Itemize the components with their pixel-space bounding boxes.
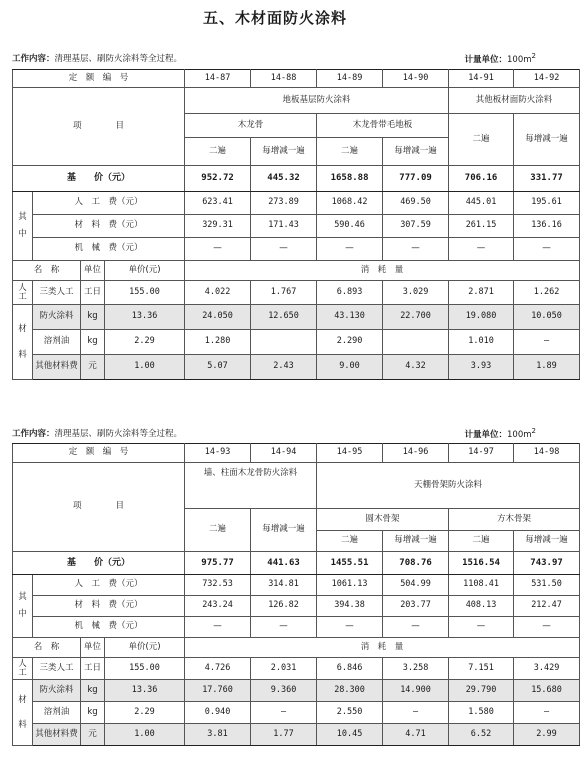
- resource-value: 2.550: [317, 702, 383, 724]
- work-text: 清理基层、刷防火涂料等全过程。: [54, 429, 183, 439]
- code-cell: 14-87: [185, 70, 251, 88]
- resource-value: 0.940: [185, 702, 251, 724]
- material-value: 126.82: [251, 596, 317, 617]
- code-cell: 14-98: [514, 444, 580, 463]
- material-value: 212.47: [514, 596, 580, 617]
- base-value: 331.77: [514, 166, 580, 192]
- resource-value: 2.290: [317, 330, 383, 355]
- unit-label: 计量单位：: [464, 55, 508, 65]
- resource-name: 其他材料费: [33, 724, 81, 746]
- col-header: 每增减一遍: [514, 114, 580, 166]
- material-row: [13, 596, 580, 617]
- unit-value: 100m: [507, 55, 532, 65]
- code-cell: 14-92: [514, 70, 580, 88]
- resource-value: 1.580: [449, 702, 514, 724]
- base-value: 1516.54: [449, 552, 514, 575]
- resource-name: 三类人工: [33, 658, 81, 680]
- code-cell: 14-96: [383, 444, 449, 463]
- item-header: 项 目: [13, 463, 185, 552]
- material-value: 307.59: [383, 215, 449, 238]
- labor-label: 人 工 费（元）: [33, 192, 185, 215]
- labor-label: 人 工 费（元）: [33, 575, 185, 596]
- base-price-row: [13, 166, 580, 192]
- resource-value: 1.010: [449, 330, 514, 355]
- material-row: [13, 215, 580, 238]
- resource-value: 29.790: [449, 680, 514, 702]
- resource-unit: kg: [81, 702, 105, 724]
- group-header: 墙、柱面木龙骨防火涂料: [185, 463, 317, 509]
- material-value: 203.77: [383, 596, 449, 617]
- resource-value: 15.680: [514, 680, 580, 702]
- material-label: 材 料 费（元）: [33, 596, 185, 617]
- resource-value: 17.760: [185, 680, 251, 702]
- labor-value: 469.50: [383, 192, 449, 215]
- unit-sup: 2: [531, 52, 536, 60]
- resource-value: 6.52: [449, 724, 514, 746]
- quota-table-1: [12, 69, 580, 380]
- rengong-label: 人 工: [13, 281, 33, 305]
- sub-header: 木龙骨带毛地板: [317, 114, 449, 138]
- resource-value: 2.99: [514, 724, 580, 746]
- labor-value: 445.01: [449, 192, 514, 215]
- resource-value: 19.080: [449, 305, 514, 330]
- machine-value: —: [251, 617, 317, 638]
- col-header: 每增减一遍: [251, 509, 317, 552]
- material-value: 171.43: [251, 215, 317, 238]
- consume-header: 消 耗 量: [185, 261, 580, 281]
- resource-value: 10.45: [317, 724, 383, 746]
- resource-value: 24.050: [185, 305, 251, 330]
- resource-unit: kg: [81, 330, 105, 355]
- group-header: 天棚骨架防火涂料: [317, 463, 580, 509]
- resource-value: 14.900: [383, 680, 449, 702]
- resource-name: 其他材料费: [33, 355, 81, 380]
- col-header: 每增减一遍: [251, 138, 317, 166]
- labor-value: 1068.42: [317, 192, 383, 215]
- resource-value: 1.262: [514, 281, 580, 305]
- unit-label: 计量单位：: [464, 430, 508, 440]
- resource-value: 9.00: [317, 355, 383, 380]
- resource-value: [251, 330, 317, 355]
- quota-table-2: [12, 443, 580, 746]
- resource-value: 1.77: [251, 724, 317, 746]
- col-header: 二遍: [449, 114, 514, 166]
- qizhong-label: 其 中: [13, 575, 33, 638]
- machine-value: —: [251, 238, 317, 261]
- machine-value: —: [185, 617, 251, 638]
- labor-value: 314.81: [251, 575, 317, 596]
- resource-price: 1.00: [105, 355, 185, 380]
- machine-value: —: [383, 617, 449, 638]
- col-header: 每增减一遍: [383, 138, 449, 166]
- col-header: 每增减一遍: [514, 531, 580, 552]
- resource-row: [13, 680, 580, 702]
- code-cell: 14-94: [251, 444, 317, 463]
- cailiao-label: 材 料: [13, 305, 33, 380]
- unit-value: 100m: [507, 430, 532, 440]
- resource-price: 2.29: [105, 702, 185, 724]
- material-value: 590.46: [317, 215, 383, 238]
- code-header: 定 额 编 号: [13, 70, 185, 88]
- base-value: 1658.88: [317, 166, 383, 192]
- resource-row: [13, 281, 580, 305]
- resource-name: 溶剂油: [33, 702, 81, 724]
- resource-row: [13, 355, 580, 380]
- sub-header: 木龙骨: [185, 114, 317, 138]
- material-value: 329.31: [185, 215, 251, 238]
- resource-value: —: [514, 702, 580, 724]
- resource-value: 6.893: [317, 281, 383, 305]
- base-value: 708.76: [383, 552, 449, 575]
- machine-row: [13, 617, 580, 638]
- resource-value: —: [383, 702, 449, 724]
- name-header: 名 称: [13, 638, 81, 658]
- base-value: 441.63: [251, 552, 317, 575]
- code-header: 定 额 编 号: [13, 444, 185, 463]
- material-value: 394.38: [317, 596, 383, 617]
- resource-name: 防火涂料: [33, 305, 81, 330]
- machine-value: —: [514, 238, 580, 261]
- resource-value: 9.360: [251, 680, 317, 702]
- col-header: 二遍: [185, 509, 251, 552]
- group-header: 其他板材面防火涂料: [449, 88, 580, 114]
- resource-value: [383, 330, 449, 355]
- resource-value: 4.022: [185, 281, 251, 305]
- labor-value: 623.41: [185, 192, 251, 215]
- labor-row: [13, 192, 580, 215]
- resource-value: 4.32: [383, 355, 449, 380]
- machine-value: —: [317, 617, 383, 638]
- base-label: 基 价（元）: [13, 166, 185, 192]
- machine-row: [13, 238, 580, 261]
- code-cell: 14-88: [251, 70, 317, 88]
- group-header: 地板基层防火涂料: [185, 88, 449, 114]
- cailiao-label: 材 料: [13, 680, 33, 746]
- code-cell: 14-97: [449, 444, 514, 463]
- material-value: 408.13: [449, 596, 514, 617]
- machine-label: 机 械 费（元）: [33, 617, 185, 638]
- resource-value: 22.700: [383, 305, 449, 330]
- code-cell: 14-91: [449, 70, 514, 88]
- machine-label: 机 械 费（元）: [33, 238, 185, 261]
- code-row: [13, 444, 580, 463]
- resource-value: 2.871: [449, 281, 514, 305]
- resource-value: —: [251, 702, 317, 724]
- work-content-1: [12, 52, 182, 64]
- code-cell: 14-90: [383, 70, 449, 88]
- base-value: 445.32: [251, 166, 317, 192]
- base-price-row: [13, 552, 580, 575]
- resource-value: 1.89: [514, 355, 580, 380]
- resource-value: 43.130: [317, 305, 383, 330]
- machine-value: —: [449, 617, 514, 638]
- price-header: 单价(元): [105, 261, 185, 281]
- resource-value: 12.650: [251, 305, 317, 330]
- col-header: 二遍: [317, 531, 383, 552]
- resource-value: 28.300: [317, 680, 383, 702]
- resource-unit: 元: [81, 355, 105, 380]
- material-value: 261.15: [449, 215, 514, 238]
- resource-value: 3.029: [383, 281, 449, 305]
- page-title: 五、木材面防火涂料: [202, 9, 347, 27]
- col-header: 二遍: [449, 531, 514, 552]
- name-header: 名 称: [13, 261, 81, 281]
- consume-header-row: [13, 638, 580, 658]
- base-value: 952.72: [185, 166, 251, 192]
- col-header: 每增减一遍: [383, 531, 449, 552]
- code-cell: 14-93: [185, 444, 251, 463]
- unit-header: 单位: [81, 638, 105, 658]
- price-header: 单价(元): [105, 638, 185, 658]
- labor-value: 732.53: [185, 575, 251, 596]
- resource-value: 2.43: [251, 355, 317, 380]
- machine-value: —: [449, 238, 514, 261]
- resource-unit: kg: [81, 305, 105, 330]
- resource-name: 溶剂油: [33, 330, 81, 355]
- resource-value: 2.031: [251, 658, 317, 680]
- resource-value: 3.258: [383, 658, 449, 680]
- machine-value: —: [514, 617, 580, 638]
- rengong-label: 人 工: [13, 658, 33, 680]
- code-row: [13, 70, 580, 88]
- code-cell: 14-95: [317, 444, 383, 463]
- machine-value: —: [185, 238, 251, 261]
- resource-row: [13, 658, 580, 680]
- machine-value: —: [383, 238, 449, 261]
- resource-price: 155.00: [105, 281, 185, 305]
- resource-row: [13, 305, 580, 330]
- measure-unit-1: [465, 52, 537, 65]
- resource-name: 三类人工: [33, 281, 81, 305]
- work-content-2: [12, 427, 182, 439]
- machine-value: —: [317, 238, 383, 261]
- base-value: 743.97: [514, 552, 580, 575]
- work-label: 工作内容：: [12, 54, 55, 64]
- work-label: 工作内容：: [12, 429, 55, 439]
- resource-unit: kg: [81, 680, 105, 702]
- resource-unit: 工日: [81, 658, 105, 680]
- resource-name: 防火涂料: [33, 680, 81, 702]
- measure-unit-2: [465, 427, 537, 440]
- unit-sup: 2: [531, 427, 536, 435]
- resource-row: [13, 702, 580, 724]
- labor-value: 504.99: [383, 575, 449, 596]
- resource-price: 1.00: [105, 724, 185, 746]
- resource-value: 6.846: [317, 658, 383, 680]
- resource-unit: 工日: [81, 281, 105, 305]
- item-header: 项 目: [13, 88, 185, 166]
- resource-value: 4.726: [185, 658, 251, 680]
- base-value: 1455.51: [317, 552, 383, 575]
- qizhong-label: 其 中: [13, 192, 33, 261]
- labor-value: 531.50: [514, 575, 580, 596]
- sub-header: 圆木骨架: [317, 509, 449, 531]
- work-text: 清理基层、刷防火涂料等全过程。: [54, 54, 183, 64]
- resource-value: 10.050: [514, 305, 580, 330]
- col-header: 二遍: [317, 138, 383, 166]
- resource-price: 2.29: [105, 330, 185, 355]
- base-value: 975.77: [185, 552, 251, 575]
- resource-value: —: [514, 330, 580, 355]
- labor-row: [13, 575, 580, 596]
- resource-row: [13, 330, 580, 355]
- resource-value: 5.07: [185, 355, 251, 380]
- base-value: 706.16: [449, 166, 514, 192]
- base-label: 基 价（元）: [13, 552, 185, 575]
- labor-value: 1061.13: [317, 575, 383, 596]
- material-value: 136.16: [514, 215, 580, 238]
- resource-price: 13.36: [105, 680, 185, 702]
- resource-unit: 元: [81, 724, 105, 746]
- resource-price: 13.36: [105, 305, 185, 330]
- labor-value: 195.61: [514, 192, 580, 215]
- col-header: 二遍: [185, 138, 251, 166]
- material-label: 材 料 费（元）: [33, 215, 185, 238]
- base-value: 777.09: [383, 166, 449, 192]
- resource-value: 4.71: [383, 724, 449, 746]
- resource-value: 3.429: [514, 658, 580, 680]
- resource-value: 1.280: [185, 330, 251, 355]
- labor-value: 1108.41: [449, 575, 514, 596]
- material-value: 243.24: [185, 596, 251, 617]
- resource-value: 1.767: [251, 281, 317, 305]
- code-cell: 14-89: [317, 70, 383, 88]
- resource-price: 155.00: [105, 658, 185, 680]
- resource-value: 3.81: [185, 724, 251, 746]
- resource-value: 7.151: [449, 658, 514, 680]
- resource-value: 3.93: [449, 355, 514, 380]
- labor-value: 273.89: [251, 192, 317, 215]
- consume-header-row: [13, 261, 580, 281]
- consume-header: 消 耗 量: [185, 638, 580, 658]
- unit-header: 单位: [81, 261, 105, 281]
- resource-row: [13, 724, 580, 746]
- sub-header: 方木骨架: [449, 509, 580, 531]
